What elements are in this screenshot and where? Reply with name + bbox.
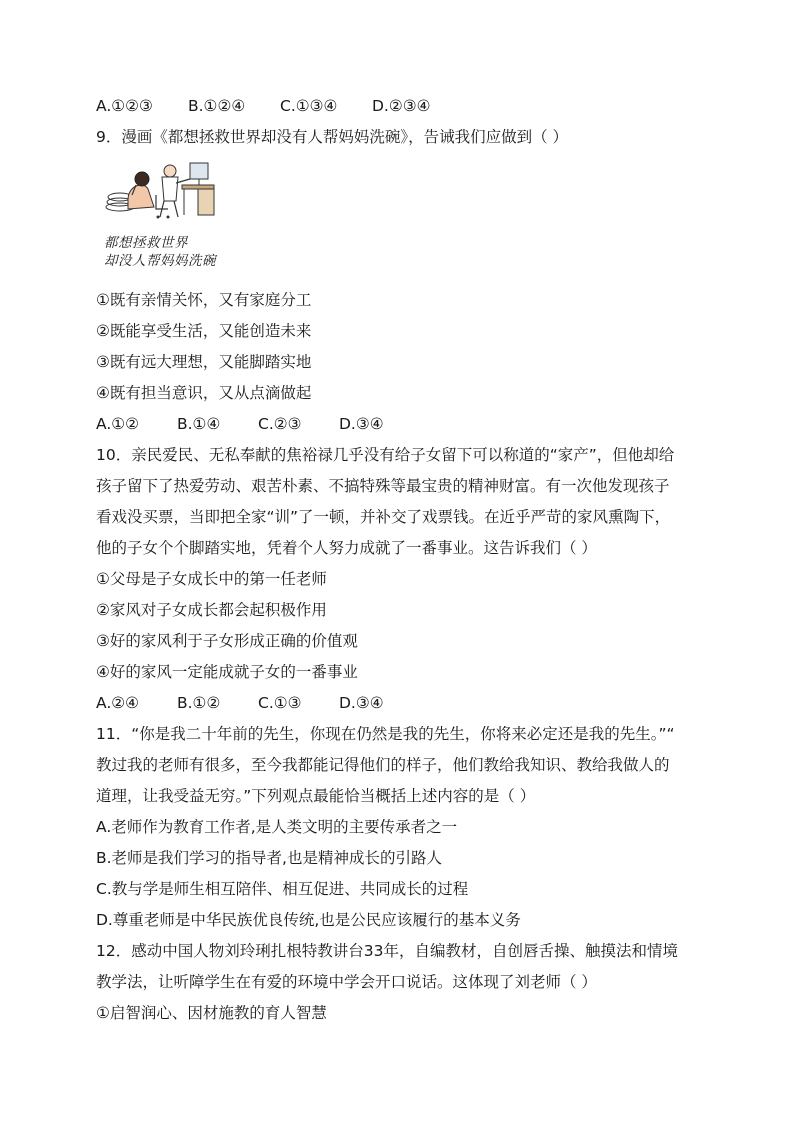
q9-item-3: ③既有远大理想，又能脚踏实地 [96,353,312,371]
q10-option-c: C.①③ [258,694,302,712]
q12-stem-line1: 12．感动中国人物刘玲琍扎根特教讲台33年，自编教材，自创唇舌操、触摸法和情境 [96,942,678,960]
q11-stem-line2: 教过我的老师有很多，至今我都能记得他们的样子，他们教给我知识、教给我做人的 [96,756,670,774]
q8-option-b: B.①②④ [188,97,246,115]
q9-option-c: C.②③ [258,415,302,433]
q10-item-2: ②家风对子女成长都会起积极作用 [96,601,327,619]
q10-stem-line3: 看戏没买票，当即把全家“训”了一顿，并补交了戏票钱。在近乎严苛的家风熏陶下， [96,508,671,526]
q11-stem-line1: 11．“你是我二十年前的先生，你现在仍然是我的先生，你将来必定还是我的先生。”“ [96,725,675,743]
q10-stem-line1: 10．亲民爱民、无私奉献的焦裕禄几乎没有给子女留下可以称道的“家产”，但他却给 [96,446,675,464]
q11-stem-line3: 道理，让我受益无穷。”下列观点最能恰当概括上述内容的是（ ） [96,787,536,805]
q11-option-a: A.老师作为教育工作者,是人类文明的主要传承者之一 [96,818,458,836]
q8-option-c: C.①③④ [280,97,338,115]
q8-option-d: D.②③④ [372,97,431,115]
q9-option-a: A.①② [96,415,140,433]
cartoon-caption-line2: 却没人帮妈妈洗碗 [104,253,216,269]
q9-item-2: ②既能享受生活，又能创造未来 [96,322,312,340]
q10-stem-line4: 他的子女个个脚踏实地，凭着个人努力成就了一番事业。这告诉我们（ ） [96,539,597,557]
q9-option-d: D.③④ [339,415,384,433]
q11-option-c: C.教与学是师生相互陪伴、相互促进、共同成长的过程 [96,880,469,898]
q11-option-d: D.尊重老师是中华民族优良传统,也是公民应该履行的基本义务 [96,911,521,929]
q10-option-b: B.①② [177,694,221,712]
q9-options [96,414,706,434]
q10-options [96,693,706,713]
q11-option-b: B.老师是我们学习的指导者,也是精神成长的引路人 [96,849,442,867]
q9-option-b: B.①④ [177,415,221,433]
q8-options [96,96,706,116]
q12-stem-line2: 教学法，让听障学生在有爱的环境中学会开口说话。这体现了刘老师（ ） [96,973,597,991]
q10-option-a: A.②④ [96,694,140,712]
q9-item-4: ④既有担当意识，又从点滴做起 [96,384,312,402]
q10-option-d: D.③④ [339,694,384,712]
cartoon-caption-line1: 都想拯救世界 [104,235,188,251]
q12-item-1: ①启智润心、因材施教的育人智慧 [96,1004,327,1022]
q10-stem-line2: 孩子留下了热爱劳动、艰苦朴素、不搞特殊等最宝贵的精神财富。有一次他发现孩子 [96,477,670,495]
q8-option-a: A.①②③ [96,97,153,115]
q10-item-3: ③好的家风利于子女形成正确的价值观 [96,632,358,650]
q9-stem: 9．漫画《都想拯救世界却没有人帮妈妈洗碗》，告诫我们应做到（ ） [96,128,569,146]
q10-item-4: ④好的家风一定能成就子女的一番事业 [96,663,358,681]
cartoon-illustration [98,155,218,225]
q9-item-1: ①既有亲情关怀，又有家庭分工 [96,291,312,309]
q10-item-1: ①父母是子女成长中的第一任老师 [96,570,327,588]
